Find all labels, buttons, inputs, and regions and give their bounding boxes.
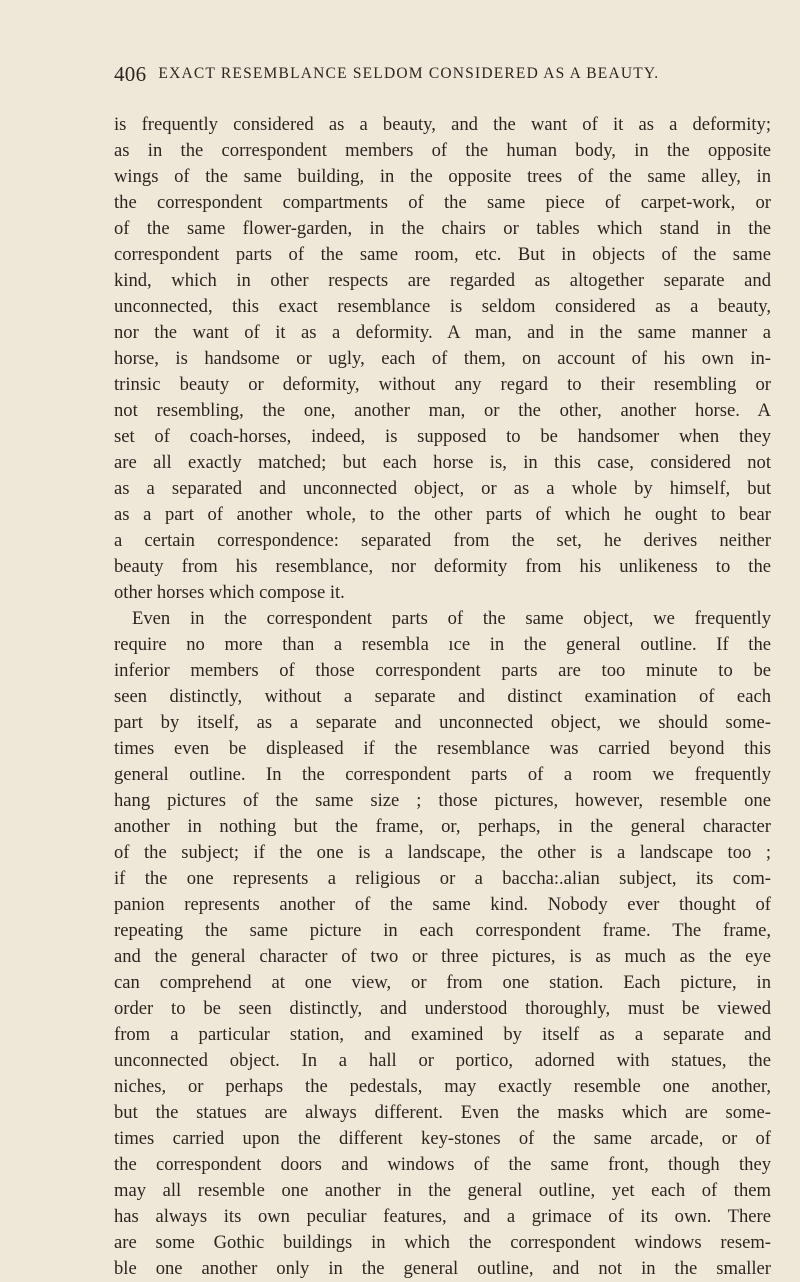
text-line: from a particular station, and examined by itself as a separate and [114,1024,771,1045]
text-line: has always its own peculiar features, and a grimace of its own. There [114,1206,771,1227]
text-line: panion represents another of the same kind. Nobody ever thought of [114,894,771,915]
text-line: order to be seen distinctly, and understood thoroughly, must be viewed [114,998,771,1019]
running-title: EXACT RESEMBLANCE SELDOM CONSIDERED AS A BEAUTY. [158,65,660,82]
text-line: beauty from his resemblance, nor deformity from his unlikeness to the [114,556,771,577]
running-head [114,62,774,87]
text-line: unconnected, this exact resemblance is seldom considered as a beauty, [114,296,771,317]
text-line: times even be displeased if the resemblance was carried beyond this [114,738,771,759]
text-line: the correspondent doors and windows of the same front, though they [114,1154,771,1175]
paragraph-start-line: Even in the correspondent parts of the same object, we frequently [132,608,771,629]
text-line: the correspondent compartments of the same piece of carpet-work, or [114,192,771,213]
text-line: inferior members of those correspondent parts are too minute to be [114,660,771,681]
text-line: part by itself, as a separate and unconnected object, we should some- [114,712,771,733]
text-line: trinsic beauty or deformity, without any regard to their resembling or [114,374,771,395]
text-line: seen distinctly, without a separate and distinct examination of each [114,686,771,707]
text-line: of the subject; if the one is a landscape, the other is a landscape too ; [114,842,771,863]
text-line: correspondent parts of the same room, etc. But in objects of the same [114,244,771,265]
text-line: kind, which in other respects are regarded as altogether separate and [114,270,771,291]
text-line: horse, is handsome or ugly, each of them, on account of his own in- [114,348,771,369]
text-line: of the same flower-garden, in the chairs or tables which stand in the [114,218,771,239]
text-line: are all exactly matched; but each horse is, in this case, considered not [114,452,771,473]
text-line: ble one another only in the general outline, and not in the smaller [114,1258,771,1279]
text-line: hang pictures of the same size ; those pictures, however, resemble one [114,790,771,811]
text-line: nor the want of it as a deformity. A man, and in the same manner a [114,322,771,343]
text-line: may all resemble one another in the general outline, yet each of them [114,1180,771,1201]
text-line: and the general character of two or three pictures, is as much as the eye [114,946,771,967]
text-line: as a separated and unconnected object, or as a whole by himself, but [114,478,771,499]
text-line: a certain correspondence: separated from the set, he derives neither [114,530,771,551]
text-line: repeating the same picture in each correspondent frame. The frame, [114,920,771,941]
text-line: general outline. In the correspondent parts of a room we frequently [114,764,771,785]
text-line: times carried upon the different key-stones of the same arcade, or of [114,1128,771,1149]
text-line: other horses which compose it. [114,582,345,603]
text-line: as a part of another whole, to the other parts of which he ought to bear [114,504,771,525]
text-line: if the one represents a religious or a baccha:.alian subject, its com- [114,868,771,889]
page-number: 406 [114,62,147,86]
body-text [114,112,771,1282]
text-line: wings of the same building, in the opposite trees of the same alley, in [114,166,771,187]
text-line: unconnected object. In a hall or portico, adorned with statues, the [114,1050,771,1071]
text-line: can comprehend at one view, or from one station. Each picture, in [114,972,771,993]
text-line: require no more than a resembla ıce in the general outline. If the [114,634,771,655]
text-line: another in nothing but the frame, or, perhaps, in the general character [114,816,771,837]
text-line: set of coach-horses, indeed, is supposed to be handsomer when they [114,426,771,447]
text-line: but the statues are always different. Even the masks which are some- [114,1102,771,1123]
text-line: niches, or perhaps the pedestals, may exactly resemble one another, [114,1076,771,1097]
text-line: as in the correspondent members of the human body, in the opposite [114,140,771,161]
text-line: is frequently considered as a beauty, and the want of it as a deformity; [114,114,771,135]
text-line: are some Gothic buildings in which the correspondent windows resem- [114,1232,771,1253]
text-line: not resembling, the one, another man, or the other, another horse. A [114,400,771,421]
